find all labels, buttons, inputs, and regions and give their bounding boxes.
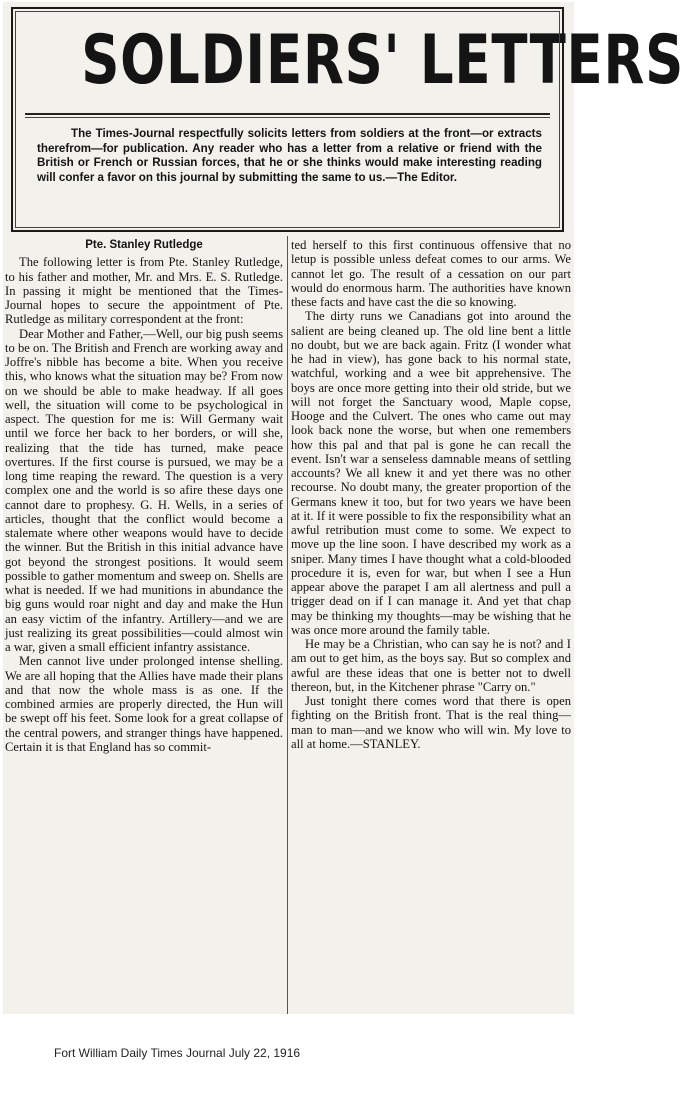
paragraph: Dear Mother and Father,—Well, our big push seems to be on. The British and French are working away and Joffre's nibble has become a bite. When you receive this, who knows what the situation may be? From now on we should be able to make headway. If all goes well, the situation will come to be psychological in aspect. The question for me is: Will Germany wait until we force her back to her borders, or will she, realizing that the tide has turned, make peace overtures. If the first course is pursued, we may be a long time reaping the reward. The question is a very complex one and the world is so afire these days one cannot dare to prophesy. G. H. Wells, in a series of articles, thought that the conflict would become a stalemate where other weapons would have to decide the winner. But the British in this initial advance have got beyond the strongest positions. It would seem possible to gather momentum and sweep on. Shells are what is needed. If we had munitions in abundance the big guns would roar night and day and make the Hun an easy victim of the infantry. Artillery—and we are just realizing its great possibilities—could almost win a war, given a small efficient infantry assistance.: [5, 326, 283, 654]
masthead-box: [11, 7, 684, 232]
byline: Pte. Stanley Rutledge: [85, 239, 203, 251]
paragraph: ted herself to this first continuous offensive that no letup is possible unless defeat comes to our arms. We cannot let go. The result of a cessation on our part would do enormous harm. The authorities have known these facts and have cast the die so knowing.: [291, 238, 571, 309]
source-caption: Fort William Daily Times Journal July 22, 1916: [54, 1046, 301, 1060]
masthead-rule: [25, 113, 550, 118]
paragraph: Just tonight there comes word that there is open fighting on the British front. That is the real thing—man to man—and we know who will win. My love to all at home.—STANLEY.: [291, 694, 571, 751]
column-divider: [287, 236, 288, 1014]
editor-notice: The Times-Journal respectfully solicits letters from soldiers at the front—or extracts therefrom—for publication. Any reader who has a letter from a relative or friend with the British or French or Russian forces, that he or she thinks would make interesting reading will confer a favor on this journal by submitting the same to us.—The Editor.: [37, 127, 542, 184]
paragraph: The following letter is from Pte. Stanley Rutledge, to his father and mother, Mr. and Mrs. E. S. Rutledge. In passing it might be mentioned that the Times-Journal hopes to secure the appointment of Pte. Rutledge as military correspondent at the front:: [5, 255, 283, 327]
left-column: [5, 238, 283, 754]
paragraph: The dirty runs we Canadians got into around the salient are being cleaned up. The old line bent a little no doubt, but we are back again. Fritz (I wonder what he had in view), has gone back to his normal state, watchful, working and a wee bit apprehensive. The boys are once more getting into their old stride, but we will not forget the Sanctuary wood, Maple copse, Hooge and the Culvert. The ones who came out may look back none the worse, but when one remembers how this pal and that pal is gone he can recall the event. Isn't war a senseless damnable means of settling accounts? We all knew it and yet there was no other recourse. No doubt many, the greater proportion of the Germans knew it too, but for two years we have been at it. If it were possible to fix the responsibility what an awful retribution must come to some. We expect to move up the line soon. I have described my work as a sniper. Many times I have thought what a cold-blooded procedure it is, even for war, but when I see a Hun appear above the parapet I am all alertness and pull a trigger dead on if I can manage it. And yet that chap may be thinking my thoughts—may be wishing that he was once more around the family table.: [291, 309, 571, 637]
newspaper-clipping: [3, 2, 684, 1014]
right-column: [291, 238, 571, 751]
paragraph: Men cannot live under prolonged intense shelling. We are all hoping that the Allies have made their plans and that now the whole mass is as one. If the combined armies are properly directed, the Hun will be swept off his feet. Some look for a great collapse of the central powers, and stranger things have happened. Certain it is that England has so commit-: [5, 654, 283, 754]
paragraph: He may be a Christian, who can say he is not? and I am out to get him, as the boys say. But so complex and awful are these ideas that one is better not to dwell thereon, but, in the Kitchener phrase "Carry on.": [291, 637, 571, 694]
headline: SOLDIERS' LETTERS: [81, 21, 684, 100]
